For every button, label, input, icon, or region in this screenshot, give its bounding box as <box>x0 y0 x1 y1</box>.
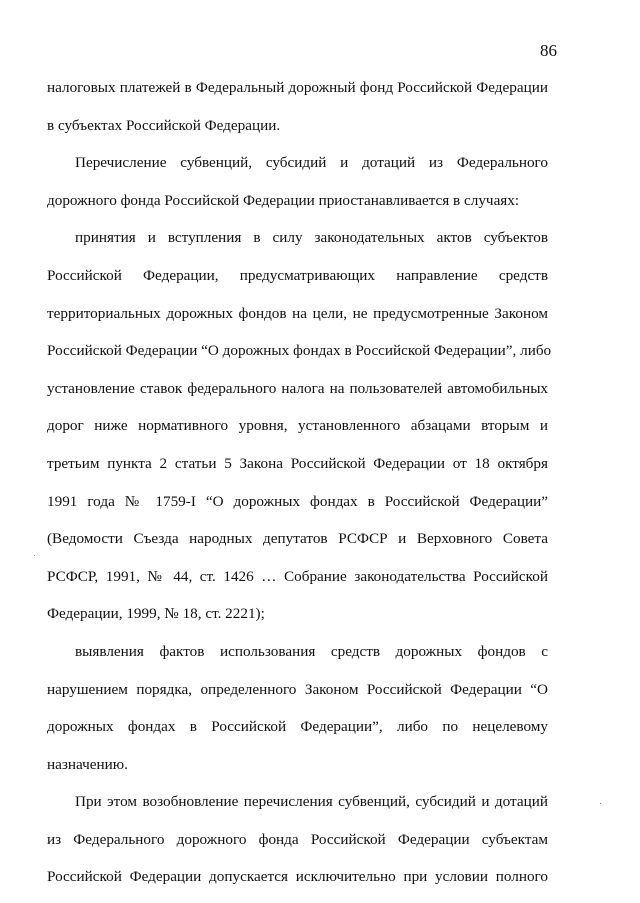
text-line: (Ведомости Съезда народных депутатов РСФСР и Верховного Совета <box>47 530 548 548</box>
text-line: РСФСР, 1991, № 44, ст. 1426 … Собрание законодательства Российской <box>47 567 548 585</box>
text-line: дорог ниже нормативного уровня, установленного абзацами вторым и <box>47 417 548 435</box>
text-line: установление ставок федерального налога на пользователей автомобильных <box>47 379 548 397</box>
scan-speck <box>34 555 35 556</box>
text-line: Российской Федерации, предусматривающих направление средств <box>47 266 548 284</box>
text-line: выявления фактов использования средств дорожных фондов с <box>75 642 548 660</box>
text-line: При этом возобновление перечисления субвенций, субсидий и дотаций <box>75 793 548 811</box>
text-line: нарушением порядка, определенного Законом Российской Федерации “О <box>47 680 548 698</box>
text-line: третьим пункта 2 статьи 5 Закона Российской Федерации от 18 октября <box>47 454 548 472</box>
scan-speck <box>600 803 601 804</box>
text-line: в субъектах Российской Федерации. <box>47 116 281 134</box>
text-line: Российской Федерации допускается исключительно при условии полного <box>47 868 548 886</box>
text-line: Федерации, 1999, № 18, ст. 2221); <box>47 605 265 623</box>
text-line: 1991 года № 1759-I “О дорожных фондах в Российской Федерации” <box>47 492 548 510</box>
text-line: принятия и вступления в силу законодательных актов субъектов <box>75 229 548 247</box>
text-line: назначению. <box>47 755 128 773</box>
text-line: территориальных дорожных фондов на цели, не предусмотренные Законом <box>47 304 548 322</box>
page-number: 86 <box>540 41 557 60</box>
document-body <box>47 76 552 903</box>
text-line: Российской Федерации “О дорожных фондах в Российской Федерации”, либо <box>47 342 552 360</box>
text-line: дорожных фондах в Российской Федерации”, либо по нецелевому <box>47 718 548 736</box>
text-line: Перечисление субвенций, субсидий и дотаций из Федерального <box>75 154 548 172</box>
text-line: дорожного фонда Российской Федерации приостанавливается в случаях: <box>47 191 520 209</box>
text-line: налоговых платежей в Федеральный дорожный фонд Российской Федерации <box>47 79 548 96</box>
text-line: из Федерального дорожного фонда Российской Федерации субъектам <box>47 830 548 848</box>
